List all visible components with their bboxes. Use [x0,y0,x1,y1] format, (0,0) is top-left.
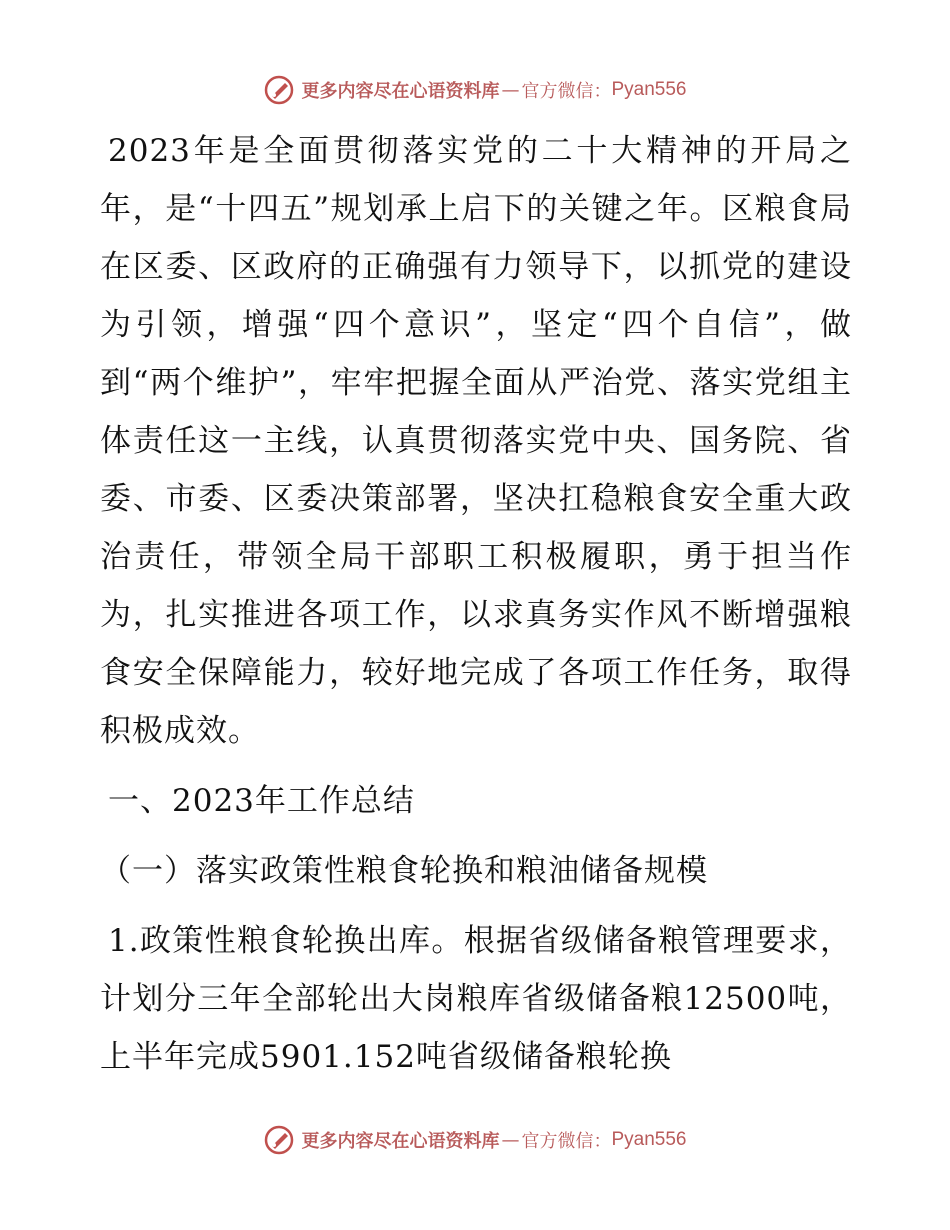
section-heading: 一、2023年工作总结 [108,783,415,819]
watermark-separator: — [501,1129,520,1151]
watermark-main-text: 更多内容尽在心语资料库 [301,81,500,102]
subsection-heading: （一）落实政策性粮食轮换和粮油储备规模 [100,853,708,889]
watermark-footer [0,1120,950,1160]
logo-icon [263,1124,295,1156]
watermark-wechat-id: Pyan556 [611,79,687,100]
watermark-main-text: 更多内容尽在心语资料库 [301,1131,500,1152]
watermark-header [0,70,950,110]
logo-icon [263,74,295,106]
watermark-wechat-id: Pyan556 [611,1129,687,1150]
document-body [100,122,852,1086]
watermark-official-label: 官方微信： [521,1131,612,1152]
intro-paragraph: 2023年是全面贯彻落实党的二十大精神的开局之年，是“十四五”规划承上启下的关键之年。区粮食局在区委、区政府的正确强有力领导下，以抓党的建设为引领，增强“四个意识”，坚定“四个自信”，做到“两个维护”，牢牢把握全面从严治党、落实党组主体责任这一主线，认真贯彻落实党中央、国务院、省委、市委、区委决策部署，坚决扛稳粮食安全重大政治责任，带领全局干部职工积极履职，勇于担当作为，扎实推进各项工作，以求真务实作风不断增强粮食安全保障能力，较好地完成了各项工作任务，取得积极成效。 [100,133,852,749]
watermark-separator: — [501,79,520,101]
watermark-official-label: 官方微信： [521,81,612,102]
item-paragraph: 1.政策性粮食轮换出库。根据省级储备粮管理要求，计划分三年全部轮出大岗粮库省级储备粮12500吨，上半年完成5901.152吨省级储备粮轮换 [100,923,852,1075]
